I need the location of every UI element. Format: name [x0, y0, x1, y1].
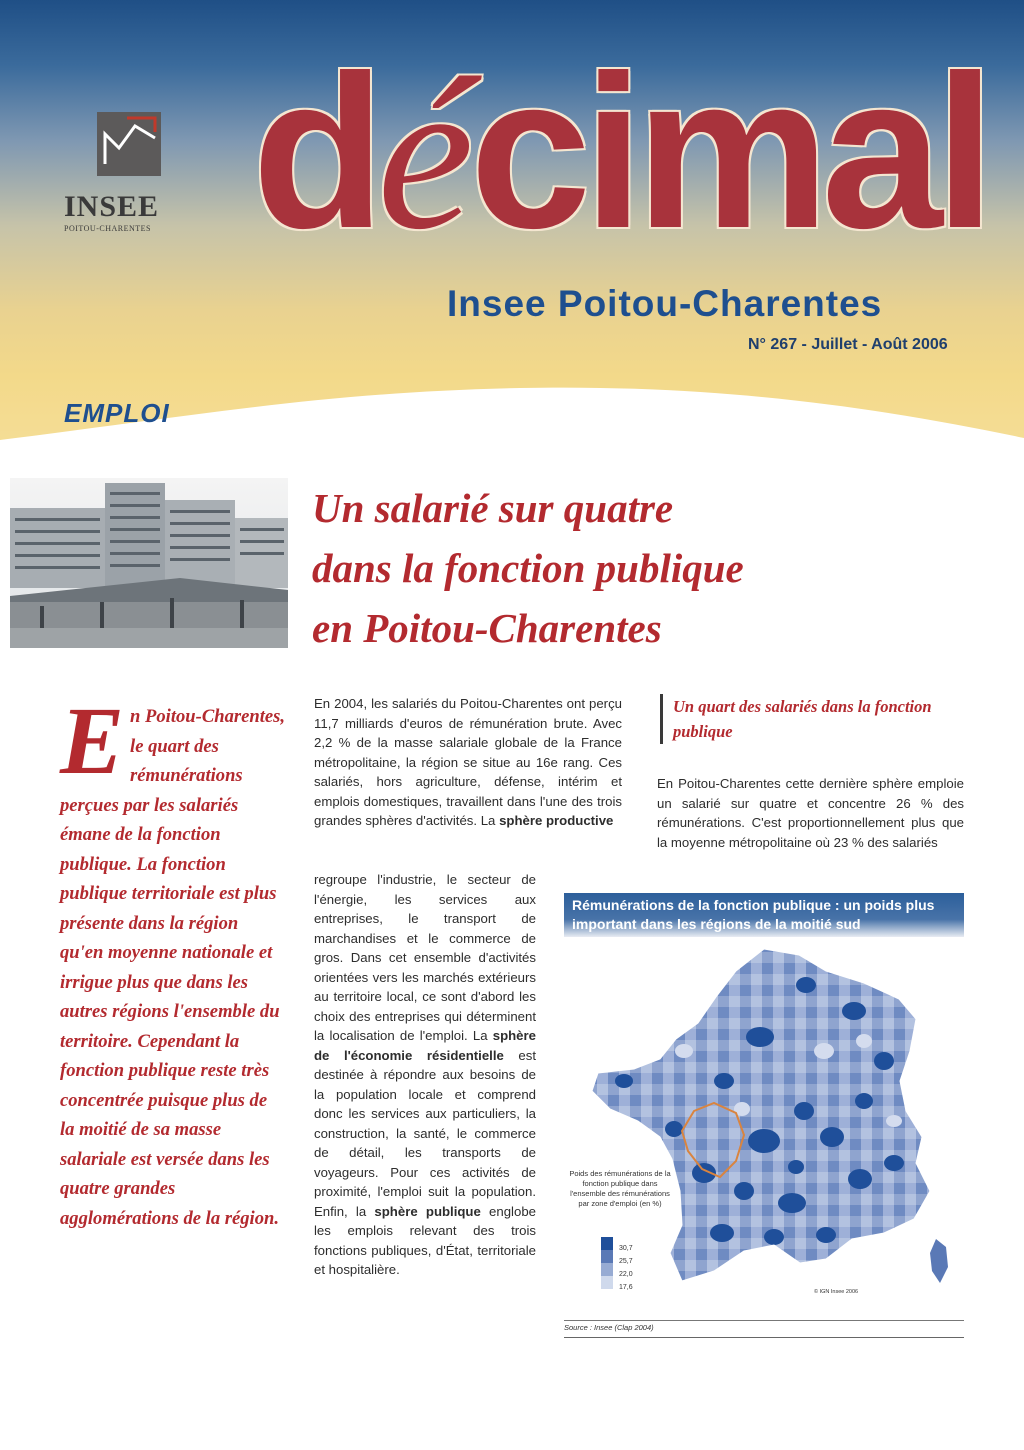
legend-value-2: 25,7: [619, 1258, 633, 1265]
map-bottom-rule: [564, 1337, 964, 1338]
legend-swatch-4: [601, 1276, 613, 1289]
masthead-cimal: cimal: [469, 31, 988, 274]
map-source: Source : Insee (Clap 2004): [564, 1320, 964, 1332]
lead-paragraph: [60, 687, 286, 1233]
headline-line-3: en Poitou-Charentes: [312, 605, 662, 651]
body-bold-productive: sphère productive: [499, 813, 614, 828]
body-text-part-4: englobe les emplois relevant des trois fonctions publiques, d'État, territoriale et hospitalière.: [314, 1203, 536, 1277]
legend-swatch-2: [601, 1250, 613, 1263]
drop-cap: E: [60, 687, 125, 794]
legend-value-1: 30,7: [619, 1245, 633, 1252]
body-column-2-top: [314, 694, 622, 831]
map-copyright: © IGN Insee 2006: [814, 1289, 859, 1295]
body-text-part-3: est destinée à répondre aux besoins de la population locale et comprend donc les services aux particuliers, la construction, la santé, le commerce de détail, les transports de voyageurs. Pour ces activités de proximité, l'emploi suit la population. Enfin, la: [314, 1047, 536, 1219]
headline-line-2: dans la fonction publique: [312, 545, 744, 591]
body-bold-public: sphère publique: [374, 1203, 481, 1219]
section-subheading: Un quart des salariés dans la fonction publique: [660, 694, 973, 744]
map-legend-title: Poids des rémunérations de la fonction publique dans l'ensemble des rémunérations par zone d'emploi (en %): [569, 1169, 671, 1208]
legend-value-4: 17,6: [619, 1284, 633, 1291]
article-headline: [312, 478, 832, 658]
legend-swatch-3: [601, 1263, 613, 1276]
section-label: EMPLOI: [64, 398, 170, 428]
masthead-e: é: [377, 34, 470, 275]
masthead-title: [252, 31, 988, 275]
issue-number: N° 267 - Juillet - Août 2006: [748, 336, 948, 353]
logo-subtext: POITOU-CHARENTES: [64, 224, 151, 233]
body-column-2-bottom: [314, 870, 536, 1280]
headline-line-1: Un salarié sur quatre: [312, 485, 674, 531]
logo-text: INSEE: [64, 190, 160, 223]
map-figure: [564, 893, 964, 1338]
body-column-3: En Poitou-Charentes cette dernière sphère emploie un salarié sur quatre et concentre 26 % des rémunérations. C'est proportionnellement plus que la moyenne métropolitaine où 23 % des salariés: [657, 776, 964, 850]
publisher-name: Insee Poitou-Charentes: [447, 283, 883, 324]
lead-text: n Poitou-Charentes, le quart des rémunérations perçues par les salariés émane de la fonction publique. La fonction publique territoriale est plus présente dans la région qu'en moyenne nationale et irrigue plus que dans les autres régions l'ensemble du territoire. Cependant la fonction publique reste très concentrée puisque plus de la moitié de sa masse salariale est versée dans les quatre grandes agglomérations de la région.: [60, 706, 286, 1229]
france-map: [564, 941, 964, 1311]
masthead-d: d: [252, 31, 378, 274]
map-title-bar: [564, 893, 964, 937]
logo-mark-icon: [97, 112, 161, 176]
body-text-part-2: regroupe l'industrie, le secteur de l'énergie, les services aux entreprises, le transport de marchandises et le commerce de gros. Dans cet ensemble d'activités orientées vers les marchés extérieurs au territoire local, ce sont d'abord les choix des entreprises qui déterminent la localisation de l'emploi. La: [314, 872, 536, 1043]
insee-logo: [62, 112, 172, 242]
legend-value-3: 22,0: [619, 1271, 633, 1278]
body-bold-residential: sphère de l'économie résidentielle: [314, 1028, 536, 1063]
hospital-photo: [10, 478, 288, 648]
map-title: Rémunérations de la fonction publique : un poids plus important dans les régions de la moitié sud: [572, 897, 935, 932]
body-text-part-1: En 2004, les salariés du Poitou-Charentes ont perçu 11,7 milliards d'euros de rémunération brute. Avec 2,2 % de la masse salariale globale de la France métropolitaine, la région se situe au 16e rang. Ces salariés, hors agriculture, défense, intérim et emplois domestiques, travaillent dans l'une des trois grandes sphères d'activités. La: [314, 696, 622, 828]
legend-swatch-1: [601, 1237, 613, 1250]
